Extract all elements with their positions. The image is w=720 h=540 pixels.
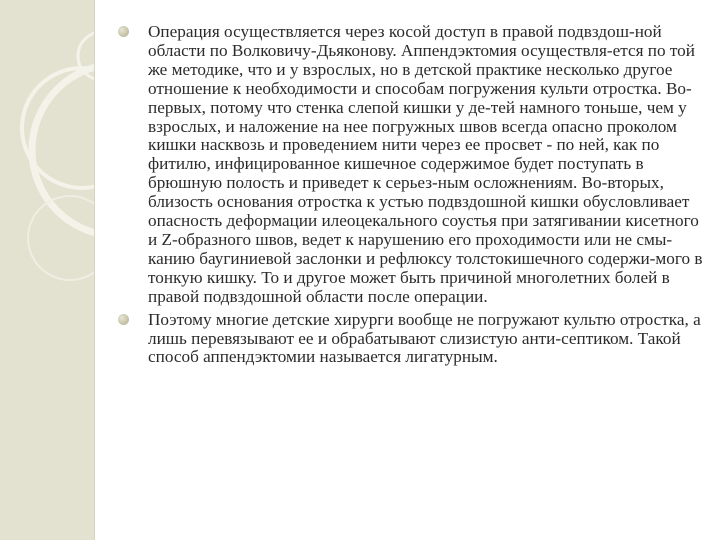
bullet-dot-icon bbox=[118, 26, 129, 37]
bullet-text-2: Поэтому многие детские хирурги вообще не погружают культю отростка, а лишь перевязывают ее и обрабатывают слизистую анти-септиком. Такой способ аппендэктомии называется лигатурным. bbox=[148, 309, 701, 367]
bullet-item-1 bbox=[115, 23, 705, 307]
decorative-ring-lower bbox=[28, 196, 94, 280]
bullet-text-1: Операция осуществляется через косой доступ в правой подвздош-ной области по Волковичу-Дьяконову. Аппендэктомия осуществля-ется по той же методике, что и у взрослых, но в детской практике несколько другое отношение к необходимости и способам погружения культи отростка. Во-первых, потому что стенка слепой кишки у де-тей намного тоньше, чем у взрослых, и наложение на нее погружных швов всегда опасно проколом кишки насквозь и проведением нити через ее просвет - по ней, как по фитилю, инфицированное кишечное содержимое будет поступать в брюшную полость и приведет к серьез-ным осложнениям. Во-вторых, близость основания отростка к устью подвздошной кишки обусловливает опасность деформации илеоцекального соустья при затягивании кисетного и Z-образного швов, ведет к нарушению его проходимости или не смы-канию баугиниевой заслонки и рефлюксу толстокишечного содержи-мого в тонкую кишку. То и другое может быть причиной многолетних болей в правой подвздошной области после операции. bbox=[148, 22, 703, 306]
panel-divider bbox=[94, 0, 95, 540]
decorative-ring-large bbox=[32, 64, 94, 236]
slide-body bbox=[115, 23, 705, 371]
bullet-item-2 bbox=[115, 311, 705, 368]
decorative-rings-graphic bbox=[0, 0, 94, 540]
bullet-dot-icon bbox=[118, 314, 129, 325]
decorative-side-panel bbox=[0, 0, 94, 540]
